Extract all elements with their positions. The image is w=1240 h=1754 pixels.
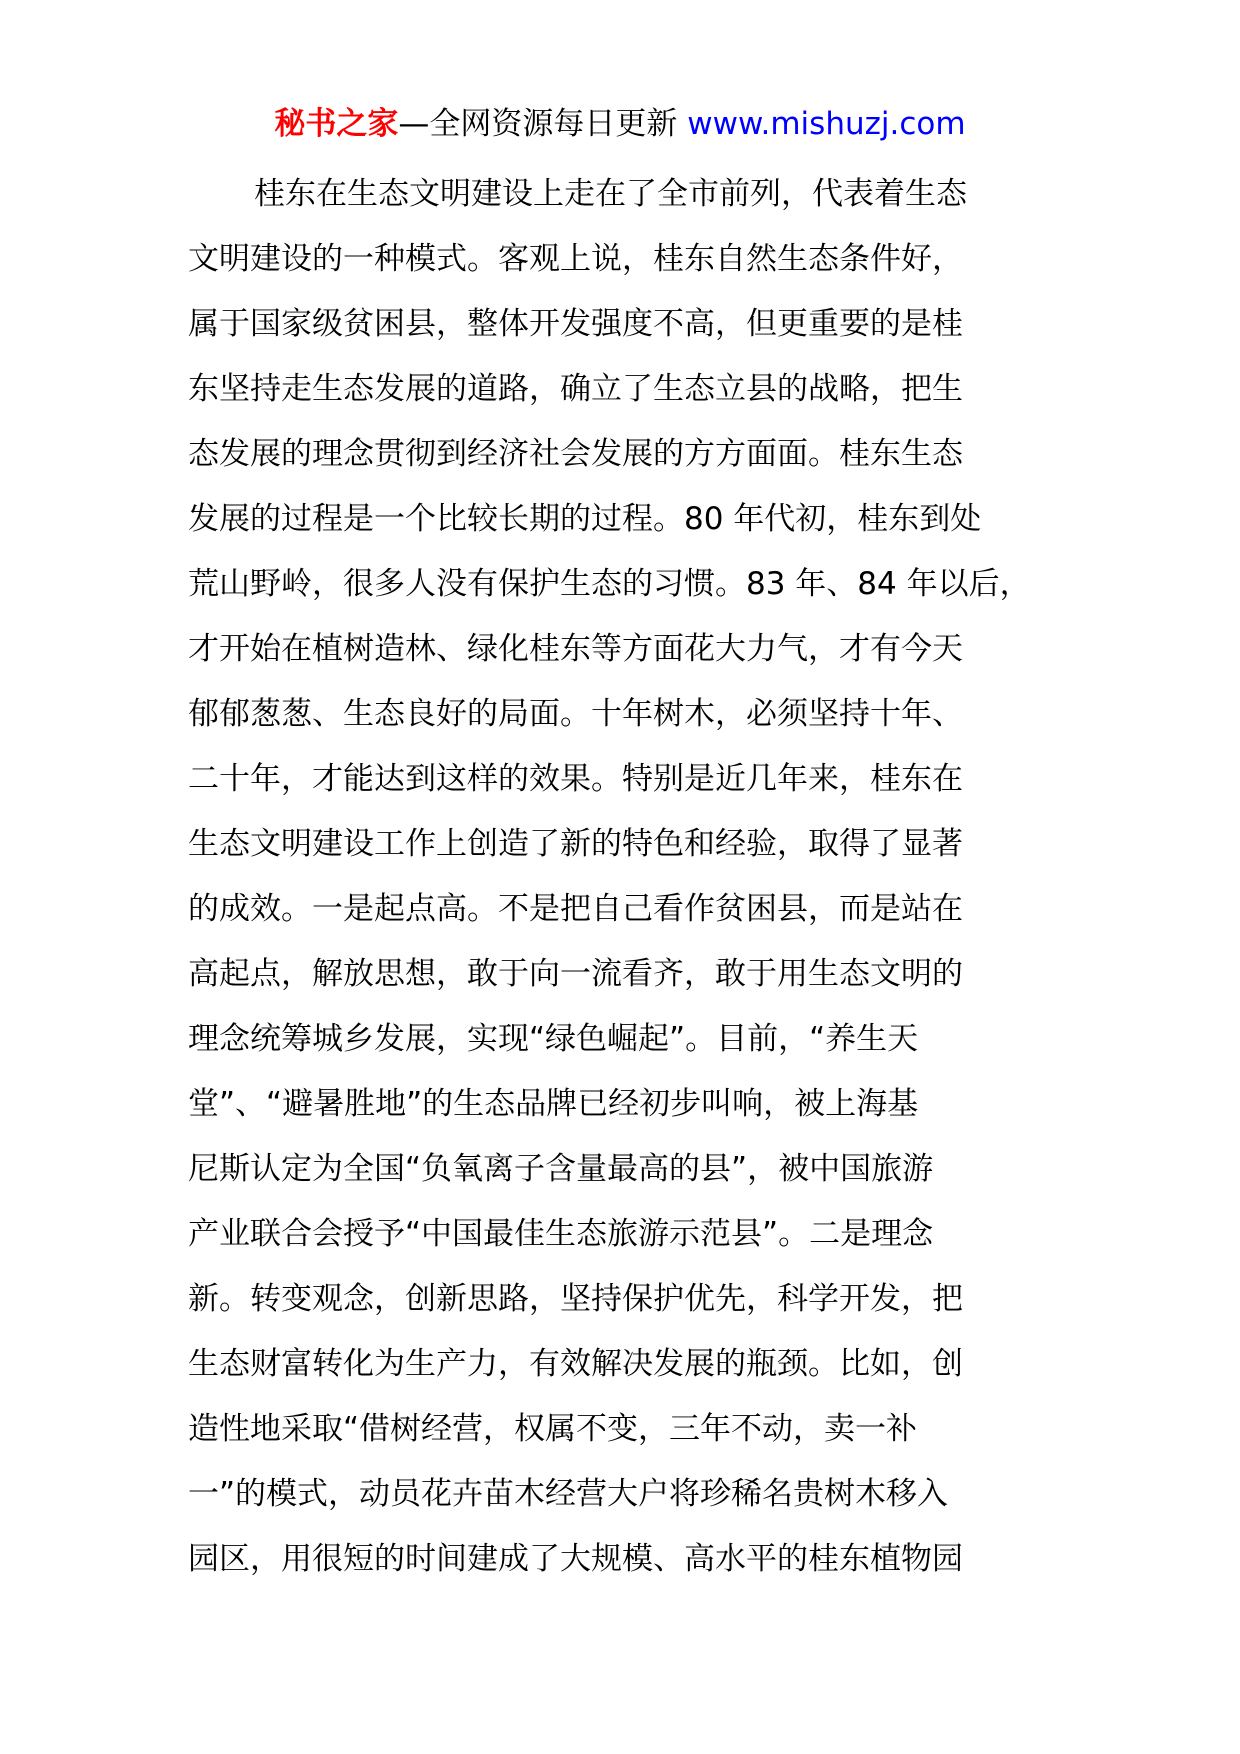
paragraph-line: 堂”、“避暑胜地”的生态品牌已经初步叫响，被上海基 [188, 1086, 919, 1122]
paragraph-line: 的成效。一是起点高。不是把自己看作贫困县，而是站在 [188, 891, 963, 927]
paragraph-line: 理念统筹城乡发展，实现“绿色崛起”。目前，“养生天 [188, 1021, 919, 1057]
paragraph-line: 生态财富转化为生产力，有效解决发展的瓶颈。比如，创 [188, 1346, 963, 1382]
body-paragraph [188, 162, 1068, 1592]
paragraph-line: 桂东在生态文明建设上走在了全市前列，代表着生态 [254, 176, 967, 212]
paragraph-line: 新。转变观念，创新思路，坚持保护优先，科学开发，把 [188, 1281, 963, 1317]
paragraph-line: 高起点，解放思想，敢于向一流看齐，敢于用生态文明的 [188, 956, 963, 992]
brand-name: 秘书之家 [274, 106, 399, 142]
paragraph-line: 尼斯认定为全国“负氧离子含量最高的县”，被中国旅游 [188, 1151, 934, 1187]
paragraph-line: 文明建设的一种模式。客观上说，桂东自然生态条件好， [188, 241, 963, 277]
paragraph-line: 园区，用很短的时间建成了大规模、高水平的桂东植物园 [188, 1541, 963, 1577]
paragraph-line: 生态文明建设工作上创造了新的特色和经验，取得了显著 [188, 826, 963, 862]
header-tagline: —全网资源每日更新 [398, 106, 688, 142]
paragraph-line: 荒山野岭，很多人没有保护生态的习惯。83 年、84 年以后， [188, 566, 1031, 602]
paragraph-line: 才开始在植树造林、绿化桂东等方面花大力气，才有今天 [188, 631, 963, 667]
site-url-link[interactable]: www.mishuzj.com [687, 106, 966, 142]
page-header [0, 100, 1240, 148]
paragraph-line: 态发展的理念贯彻到经济社会发展的方方面面。桂东生态 [188, 436, 963, 472]
paragraph-line: 属于国家级贫困县，整体开发强度不高，但更重要的是桂 [188, 306, 963, 342]
paragraph-line: 二十年，才能达到这样的效果。特别是近几年来，桂东在 [188, 761, 963, 797]
paragraph-line: 造性地采取“借树经营，权属不变，三年不动，卖一补 [188, 1411, 918, 1447]
paragraph-line: 发展的过程是一个比较长期的过程。80 年代初，桂东到处 [188, 501, 982, 537]
paragraph-line: 东坚持走生态发展的道路，确立了生态立县的战略，把生 [188, 371, 963, 407]
paragraph-line: 郁郁葱葱、生态良好的局面。十年树木，必须坚持十年、 [188, 696, 963, 732]
paragraph-line: 产业联合会授予“中国最佳生态旅游示范县”。二是理念 [188, 1216, 934, 1252]
paragraph-line: 一”的模式，动员花卉苗木经营大户将珍稀名贵树木移入 [188, 1476, 949, 1512]
